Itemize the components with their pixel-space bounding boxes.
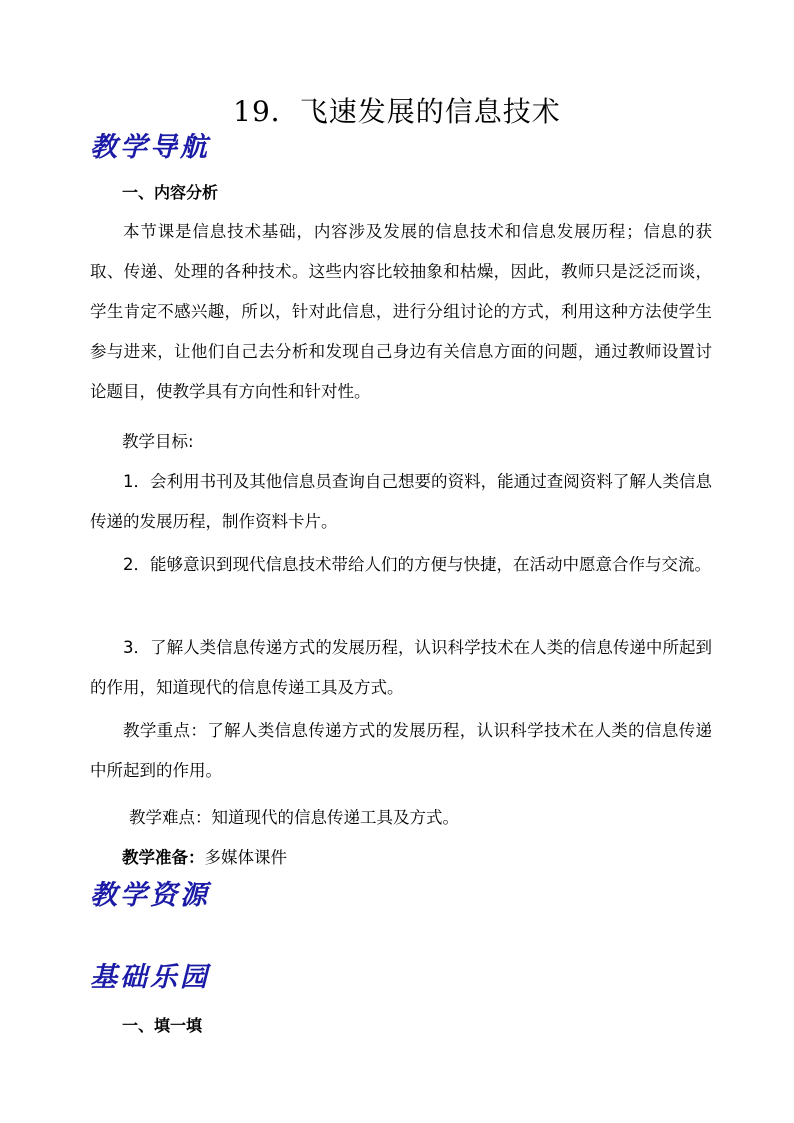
- preparation-value: 多媒体课件: [204, 848, 287, 867]
- goals-label: 教学目标:: [122, 432, 194, 451]
- page-title: 19．飞速发展的信息技术: [233, 95, 561, 128]
- section-heading-basics: 基础乐园: [90, 962, 210, 993]
- content-analysis-heading: 一、内容分析: [122, 183, 219, 202]
- preparation-line: [122, 846, 287, 870]
- difficulty-line: 教学难点：知道现代的信息传递工具及方式。: [129, 808, 459, 827]
- goal-item-2: 2．能够意识到现代信息技术带给人们的方便与快捷，在活动中愿意合作与交流。: [123, 555, 711, 574]
- section-heading-nav: 教学导航: [90, 132, 210, 163]
- preparation-label: 教学准备：: [122, 848, 205, 867]
- goal-item-1: 1．会利用书刊及其他信息员查询自己想要的资料，能通过查阅资料了解人类信息传递的发展历程，制作资料卡片。: [90, 472, 712, 531]
- content-analysis-paragraph: 本节课是信息技术基础，内容涉及发展的信息技术和信息发展历程；信息的获取、传递、处理的各种技术。这些内容比较抽象和枯燥，因此，教师只是泛泛而谈，学生肯定不感兴趣，所以，针对此信息，进行分组讨论的方式，利用这种方法使学生参与进来，让他们自己去分析和发现自己身边有关信息方面的问题，通过教师设置讨论题目，使教学具有方向性和针对性。: [90, 222, 712, 401]
- key-point-paragraph: 教学重点：了解人类信息传递方式的发展历程，认识科学技术在人类的信息传递中所起到的作用。: [90, 721, 712, 780]
- section-heading-resources: 教学资源: [90, 880, 210, 911]
- fill-in-heading: 一、填一填: [122, 1016, 203, 1035]
- goal-item-3: 3．了解人类信息传递方式的发展历程，认识科学技术在人类的信息传递中所起到的作用，知道现代的信息传递工具及方式。: [90, 638, 712, 697]
